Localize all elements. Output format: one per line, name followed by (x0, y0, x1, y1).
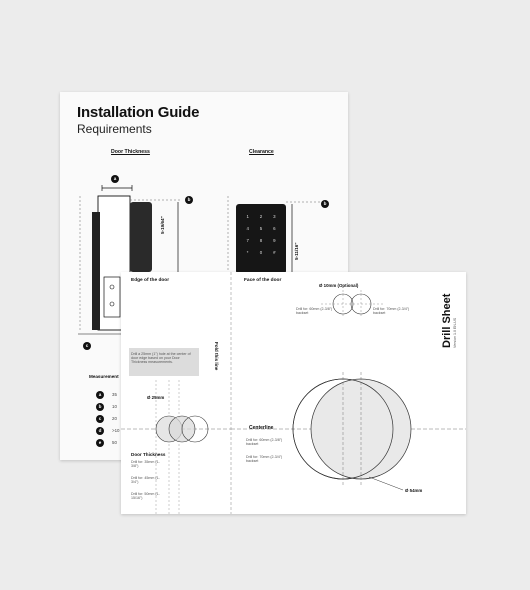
face-of-door-label: Face of the door (244, 278, 282, 283)
measure-value-e: 50 (112, 440, 117, 445)
measure-badge-e: e (96, 439, 104, 447)
measurements-heading: Measurement (89, 374, 119, 379)
edge-of-door-label: Edge of the door (131, 278, 170, 283)
measure-value-c: 20 (112, 416, 117, 421)
keypad-key: 5 (259, 226, 263, 231)
dim-b-left: 5-19/64" (160, 216, 165, 234)
drill-sheet-title-block (441, 278, 457, 348)
keypad-key: 6 (273, 226, 276, 231)
badge-b-clearance: b (321, 200, 329, 208)
hole-54mm-label: Ø 54mm (405, 488, 423, 493)
measure-badge-a: a (96, 391, 104, 399)
badge-c: c (83, 342, 91, 350)
drill-54mm-60-backset: Drill for: 60mm (2-3/8") backset (246, 438, 283, 447)
keypad-key: 9 (273, 238, 276, 243)
door-thickness-45mm: Drill for: 45mm (1-3/4") (131, 476, 160, 485)
keypad-key: 7 (246, 238, 249, 243)
door-thickness-title: Door Thickness (131, 452, 166, 457)
keypad-key: * (246, 250, 249, 255)
clearance-heading: Clearance (249, 149, 274, 155)
edge-hole-note: Drill a 25mm (1") hole at the center of door edge based on your Door Thickness measurements. (131, 352, 191, 365)
keypad-key: 8 (259, 238, 263, 243)
door-thickness-35mm: Drill for: 35mm (1-3/8") (131, 460, 160, 469)
hole-10mm-optional-label: Ø 10mm (Optional) (319, 283, 359, 288)
drill-sheet-version: Version 1.0 EN-US (453, 317, 457, 348)
guide-subtitle: Requirements (77, 122, 152, 136)
measure-value-a: 35 (112, 392, 117, 397)
keypad-key: 0 (259, 250, 263, 255)
drill-sheet (121, 272, 466, 514)
keypad-key: 2 (259, 214, 263, 219)
drill-54mm-70-backset: Drill for: 70mm (2-3/4") backset (246, 455, 283, 464)
measure-value-d: >10 (112, 428, 120, 433)
door-thickness-50mm: Drill for: 50mm (1-15/16") (131, 492, 160, 501)
guide-title: Installation Guide (77, 104, 200, 121)
keypad (241, 214, 281, 255)
measure-value-b: 10 (112, 404, 117, 409)
centerline-label: Centerline (249, 425, 274, 431)
keypad-key: # (273, 250, 276, 255)
drill-10mm-60-backset: Drill for: 60mm (2-3/8") backset (296, 307, 333, 316)
keypad-key: 3 (273, 214, 276, 219)
measure-badge-c: c (96, 415, 104, 423)
keypad-key: 1 (246, 214, 249, 219)
measure-badge-d: d (96, 427, 104, 435)
door-thickness-heading: Door Thickness (111, 149, 150, 155)
drill-sheet-title: Drill Sheet (441, 293, 453, 348)
hole-25mm-label: Ø 25mm (147, 395, 165, 400)
drill-10mm-70-backset: Drill for: 70mm (2-3/4") backset (373, 307, 410, 316)
measure-badge-b: b (96, 403, 104, 411)
dim-b-right: 5-11/16" (294, 242, 299, 260)
badge-a: a (111, 175, 119, 183)
keypad-key: 4 (246, 226, 249, 231)
badge-b: b (185, 196, 193, 204)
fold-line-label: Fold this line (214, 342, 219, 371)
